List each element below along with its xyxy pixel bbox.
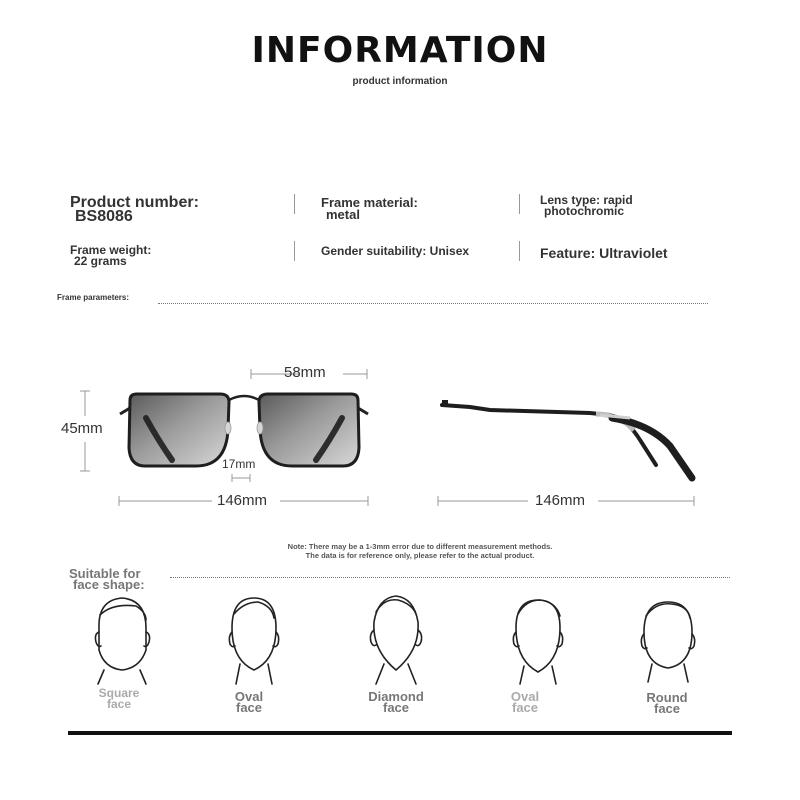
square-face-icon	[95, 598, 149, 684]
note-line-1: Note: There may be a 1-3mm error due to different measurement methods.	[287, 542, 553, 551]
lens-height-dimension: 45mm	[61, 420, 103, 437]
frame-weight-label: Frame weight:	[70, 243, 152, 257]
face-caption	[498, 691, 552, 713]
product-number-value: BS8086	[75, 208, 133, 225]
gender-suitability: Gender suitability: Unisex	[321, 244, 470, 258]
face-shape-title-line2: face shape:	[73, 577, 145, 592]
lens-type-value: photochromic	[544, 204, 624, 218]
face-caption	[222, 691, 276, 713]
face-caption-line2: face	[653, 701, 681, 716]
frame-material-label: Frame material:	[321, 195, 418, 210]
frame-weight-value: 22 grams	[74, 254, 127, 268]
face-caption-line2: face	[511, 700, 539, 715]
frame-width-dimension: 146mm	[217, 492, 268, 509]
face-caption-line1: Oval	[234, 689, 264, 704]
face-caption-line2: face	[106, 697, 132, 711]
frame-parameters-label: Frame parameters:	[57, 293, 130, 302]
oval-face-icon	[229, 598, 278, 684]
page-title: INFORMATION	[251, 30, 549, 71]
face-caption-line2: face	[235, 700, 263, 715]
face-caption-line1: Square	[98, 686, 140, 700]
lens-width-dimension: 58mm	[284, 364, 326, 381]
note-line-2: The data is for reference only, please refer to the actual product.	[305, 551, 535, 560]
temple-length-dimension: 146mm	[535, 492, 586, 509]
bridge-width-dimension: 17mm	[222, 457, 256, 471]
diamond-face-icon	[370, 596, 421, 684]
feature: Feature: Ultraviolet	[540, 245, 668, 261]
face-caption-line1: Round	[646, 690, 688, 705]
face-caption	[92, 688, 146, 710]
page-subtitle: product information	[352, 76, 448, 87]
face-caption	[638, 692, 696, 714]
product-number-label: Product number:	[70, 194, 199, 211]
face-caption-line1: Oval	[510, 689, 540, 704]
face-caption-line1: Diamond	[368, 689, 424, 704]
oval-face-icon	[513, 600, 562, 684]
lens-type-label: Lens type: rapid	[540, 193, 633, 207]
bottom-divider-bar	[68, 731, 732, 735]
round-face-icon	[641, 602, 694, 682]
face-shape-title-line1: Suitable for	[69, 566, 141, 581]
face-caption	[360, 691, 432, 713]
face-caption-line2: face	[382, 700, 410, 715]
frame-material-value: metal	[326, 207, 360, 222]
